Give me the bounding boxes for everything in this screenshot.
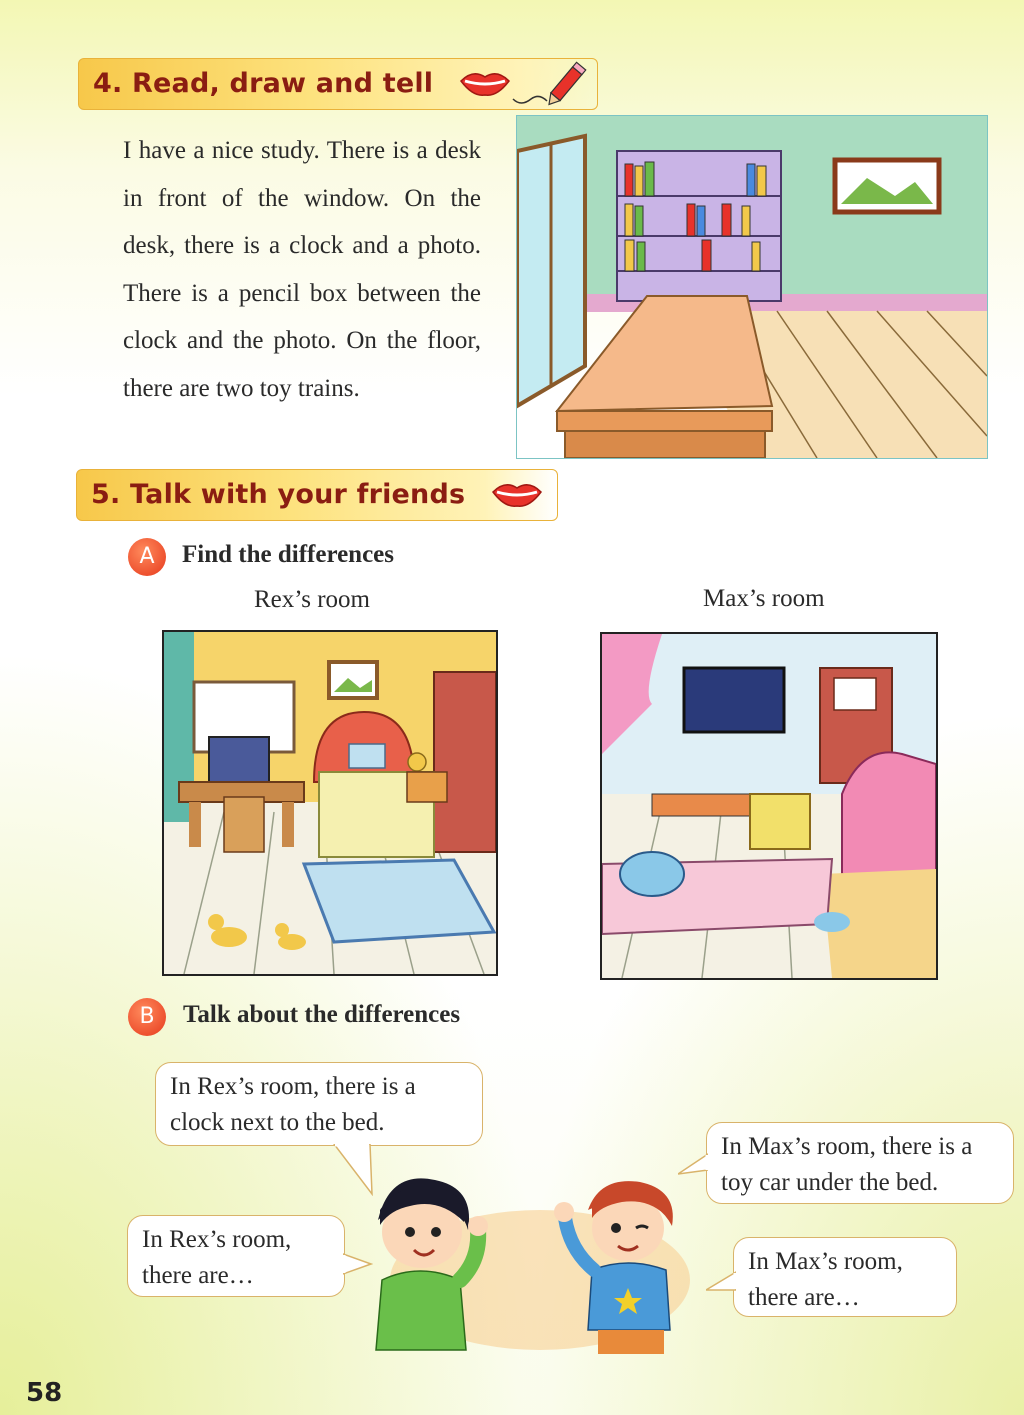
pencil-icon	[509, 61, 589, 107]
rex-room-picture	[162, 630, 498, 976]
section4-banner	[78, 58, 598, 110]
speech-bubble-max-toy-car: In Max’s room, there is a toy car under the bed.	[706, 1122, 1014, 1204]
lips-icon	[491, 480, 543, 508]
part-b-label: Talk about the differences	[183, 1001, 461, 1028]
lips-icon	[459, 69, 511, 97]
section4-story: I have a nice study. There is a desk in front of the window. On the desk, there is a clock and a photo. There is a pencil box between the clock and the photo. On the floor, there are two toy trains.	[123, 137, 481, 402]
study-picture	[516, 115, 988, 459]
rex-room-illustration	[164, 632, 496, 974]
part-a-badge: A	[128, 538, 166, 576]
speech-bubble-rex-there-are: In Rex’s room, there are…	[127, 1215, 345, 1297]
section5-title: 5. Talk with your friends	[91, 479, 466, 510]
speech-bubble-max-there-are: In Max’s room, there are…	[733, 1237, 957, 1317]
section4-title: 4. Read, draw and tell	[93, 68, 434, 99]
page-number: 58	[26, 1378, 63, 1408]
part-a-label: Find the differences	[182, 541, 395, 568]
part-b-badge: B	[128, 998, 166, 1036]
speech-bubble-rex-clock: In Rex’s room, there is a clock next to the bed.	[155, 1062, 483, 1146]
rex-room-caption: Rex’s room	[254, 586, 370, 613]
section5-banner	[76, 469, 558, 521]
study-illustration	[517, 116, 987, 458]
max-room-picture	[600, 632, 938, 980]
max-room-caption: Max’s room	[703, 585, 825, 612]
max-room-illustration	[602, 634, 936, 978]
boys-illustration	[360, 1170, 720, 1360]
